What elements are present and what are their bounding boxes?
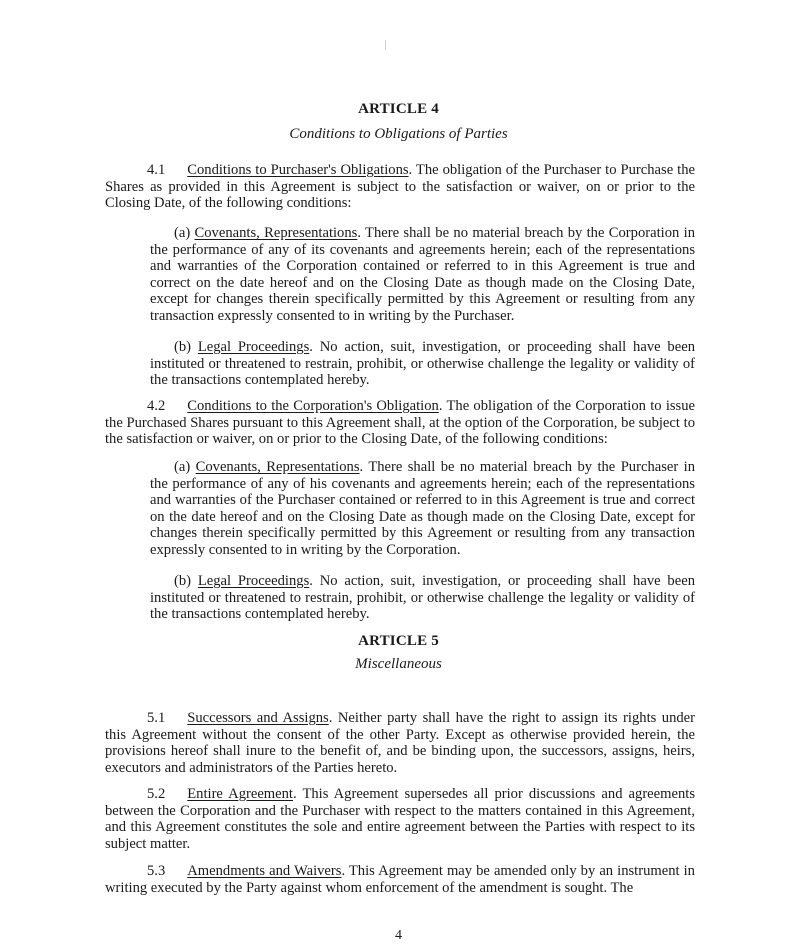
section-5-3 bbox=[105, 863, 695, 896]
section-5-1 bbox=[105, 710, 695, 776]
section-title: Conditions to the Corporation's Obligation bbox=[187, 398, 439, 414]
clause-text: . No action, suit, investigation, or proceeding shall have been instituted or threatened to restrain, prohibit, or otherwise challenge the legality or validity of the transactions contemplated hereby. bbox=[150, 573, 695, 623]
section-number: 5.1 bbox=[147, 710, 166, 726]
section-text: . This Agreement may be amended only by an instrument in writing executed by the Party against whom enforcement of the amendment is sought. The bbox=[105, 863, 695, 896]
section-4-2-b bbox=[150, 573, 695, 623]
clause-label: (b) bbox=[174, 339, 198, 355]
article-4-heading: ARTICLE 4 bbox=[358, 101, 439, 117]
scan-mark bbox=[385, 40, 386, 50]
section-number: 5.3 bbox=[147, 863, 166, 879]
page-number: 4 bbox=[395, 928, 402, 943]
article-5-heading: ARTICLE 5 bbox=[358, 633, 439, 649]
section-number: 5.2 bbox=[147, 786, 166, 802]
section-text: . The obligation of the Corporation to issue the Purchased Shares pursuant to this Agreement shall, at the option of the Corporation, be subject to the satisfaction or waiver, on or prior to the Closing Date, of the following conditions: bbox=[105, 398, 696, 448]
article-5-subheading: Miscellaneous bbox=[355, 656, 442, 672]
section-text: . Neither party shall have the right to assign its rights under this Agreement without the consent of the other Party. Except as otherwise provided herein, the provisions hereof shall inure to the benefit of, and be binding upon, the successors, assigns, heirs, executors and administrators of the Parties hereto. bbox=[105, 710, 696, 776]
section-5-2 bbox=[105, 786, 695, 852]
section-4-1 bbox=[105, 162, 695, 212]
section-title: Conditions to Purchaser's Obligations bbox=[187, 162, 409, 178]
clause-text: . There shall be no material breach by the Corporation in the performance of any of its covenants and agreements herein; each of the representations and warranties of the Corporation contained or referred to in this Agreement is true and correct on the date hereof and on the Closing Date as though made on the Closing Date, except for changes therein specifically permitted by this Agreement or resulting from any transaction expressly consented to in writing by the Purchaser. bbox=[150, 225, 695, 324]
section-title: Entire Agreement bbox=[187, 786, 293, 802]
section-title: Amendments and Waivers bbox=[187, 863, 342, 879]
clause-label: (a) bbox=[174, 225, 195, 241]
clause-label: (a) bbox=[174, 459, 196, 475]
section-4-2-a bbox=[150, 459, 695, 559]
section-number: 4.1 bbox=[147, 162, 166, 178]
article-4-subheading: Conditions to Obligations of Parties bbox=[289, 126, 508, 142]
section-text: . The obligation of the Purchaser to Purchase the Shares as provided in this Agreement is subject to the satisfaction or waiver, on or prior to the Closing Date, of the following conditions: bbox=[105, 162, 695, 212]
clause-title: Legal Proceedings bbox=[197, 339, 310, 355]
section-title: Successors and Assigns bbox=[187, 710, 329, 726]
clause-title: Covenants, Representations bbox=[195, 459, 360, 475]
clause-text: . There shall be no material breach by the Purchaser in the performance of any of his covenants and agreements herein; each of the representations and warranties of the Purchaser contained or referred to in this Agreement is true and correct on the date hereof and on the Closing Date as though made on the Closing Date, except for changes therein specifically permitted by this Agreement or resulting from any transaction expressly consented to in writing by the Corporation. bbox=[150, 459, 695, 558]
section-4-1-b bbox=[150, 339, 695, 389]
clause-text: . No action, suit, investigation, or proceeding shall have been instituted or threatened to restrain, prohibit, or otherwise challenge the legality or validity of the transactions contemplated hereby. bbox=[150, 339, 695, 389]
section-text: . This Agreement supersedes all prior discussions and agreements between the Corporation and the Purchaser with respect to the matters contained in this Agreement, and this Agreement constitutes the sole and entire agreement between the Parties with respect to its subject matter. bbox=[105, 786, 695, 852]
clause-title: Covenants, Representations bbox=[194, 225, 358, 241]
section-4-1-a bbox=[150, 225, 695, 325]
clause-title: Legal Proceedings bbox=[197, 573, 310, 589]
section-number: 4.2 bbox=[147, 398, 166, 414]
clause-label: (b) bbox=[174, 573, 198, 589]
section-4-2 bbox=[105, 398, 695, 448]
